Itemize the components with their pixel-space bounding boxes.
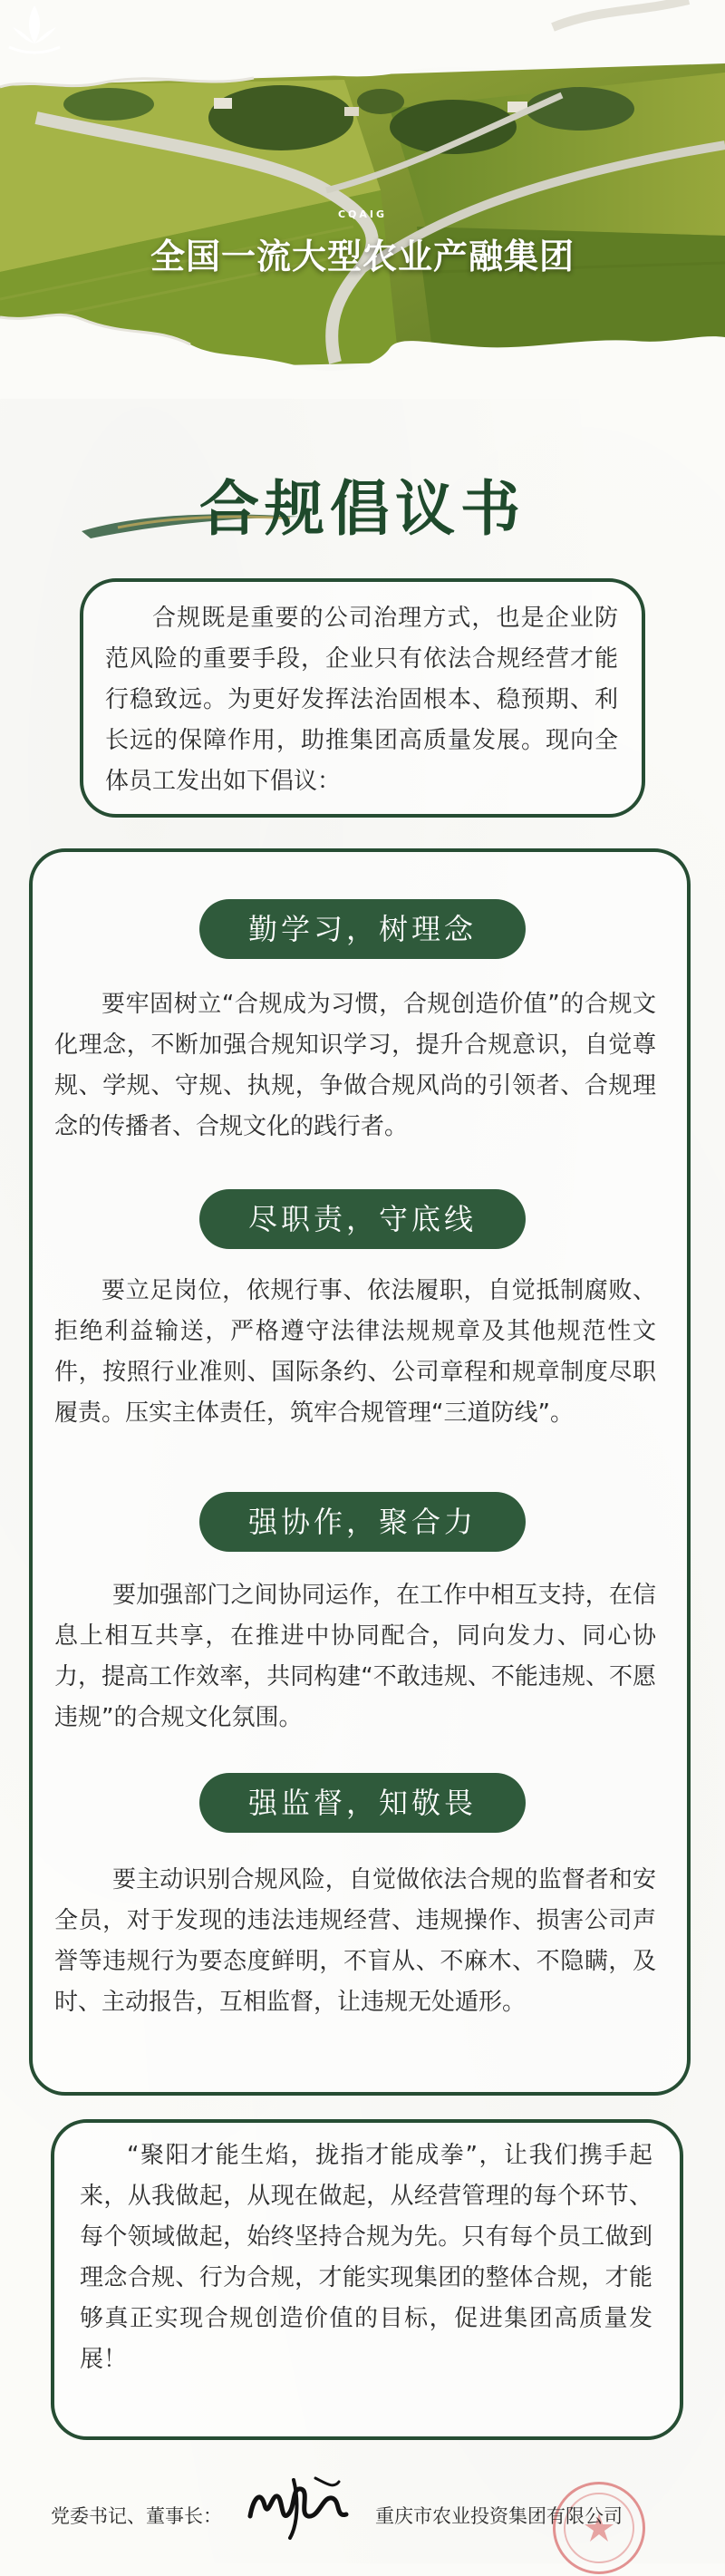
section-body-2: 要立足岗位，依规行事、依法履职，自觉抵制腐败、拒绝利益输送，严格遵守法律法规规章及其他规范性文件，按照行业准则、国际条约、公司章程和规章制度尽职履责。压实主体责任，筑牢合规管理“三道防线”。 — [54, 1277, 656, 1427]
closing-paragraph: “聚阳才能生焰，拢指才能成拳”，让我们携手起来，从我做起，从现在做起，从经营管理的每个环节、每个领域做起，始终坚持合规为先。只有每个员工做到理念合规、行为合规，才能实现集团的整体合规，才能够真正实现合规创造价值的目标，促进集团高质量发展！ — [80, 2142, 652, 2373]
section-body-1: 要牢固树立“合规成为习惯，合规创造价值”的合规文化理念，不断加强合规知识学习，提升合规意识，自觉尊规、学规、守规、执规，争做合规风尚的引领者、合规理念的传播者、合规文化的践行者。 — [54, 991, 656, 1140]
logo-text: CQAIG — [337, 208, 388, 220]
company-logo-icon — [0, 0, 69, 63]
section-heading-4: 强监督，知敬畏 — [199, 1773, 526, 1833]
document-title: 合规倡议书 — [199, 473, 526, 544]
company-name: 重庆市农业投资集团有限公司 — [375, 2505, 623, 2527]
section-heading-3: 强协作，聚合力 — [199, 1492, 526, 1552]
section-heading-1: 勤学习，树理念 — [199, 899, 526, 959]
handwritten-signature — [245, 2469, 353, 2542]
hero-banner — [0, 0, 725, 399]
section-body-3: 要加强部门之间协同运作，在工作中相互支持，在信息上相互共享，在推进中协同配合，同向发力、同心协力，提高工作效率，共同构建“不敢违规、不能违规、不愿违规”的合规文化氛围。 — [54, 1582, 656, 1731]
hero-landscape-illustration — [0, 0, 725, 399]
section-body-4: 要主动识别合规风险，自觉做依法合规的监督者和安全员，对于发现的违法违规经营、违规操作、损害公司声誉等违规行为要态度鲜明，不盲从、不麻木、不隐瞒，及时、主动报告，互相监督，让违规无处遁形。 — [54, 1866, 656, 2016]
section-heading-2: 尽职责，守底线 — [199, 1189, 526, 1249]
intro-paragraph: 合规既是重要的公司治理方式，也是企业防范风险的重要手段，企业只有依法合规经营才能行稳致远。为更好发挥法治固根本、稳预期、利长远的保障作用，助推集团高质量发展。现向全体员工发出如下倡议： — [105, 605, 618, 795]
signature-footer — [0, 2502, 725, 2538]
signer-role: 党委书记、董事长： — [51, 2505, 222, 2527]
hero-title: 全国一流大型农业产融集团 — [150, 237, 575, 276]
